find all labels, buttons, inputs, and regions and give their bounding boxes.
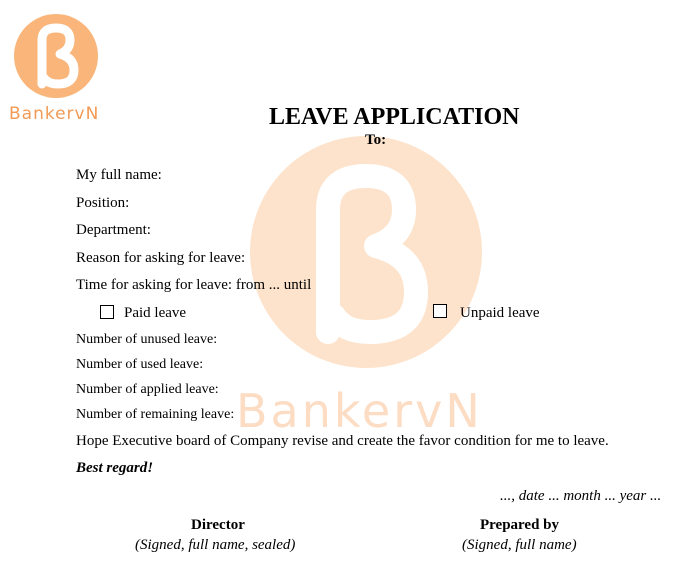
unused-leave-field: Number of unused leave: [76,332,218,347]
remaining-leave-field: Number of remaining leave: [76,407,235,422]
director-title: Director [191,517,245,533]
brand-logo-text: BankervN [9,104,100,124]
unpaid-leave-label: Unpaid leave [460,305,540,321]
used-leave-field: Number of used leave: [76,357,204,372]
director-signature-note: (Signed, full name, sealed) [135,537,296,553]
position-field: Position: [76,195,130,211]
paid-leave-label: Paid leave [124,305,187,321]
hope-statement: Hope Executive board of Company revise and create the favor condition for me to leave. [76,433,609,449]
unpaid-leave-checkbox[interactable] [433,304,447,318]
recipient-label: To: [365,132,387,148]
document-title: LEAVE APPLICATION [269,104,520,130]
date-line: ..., date ... month ... year ... [500,488,662,504]
prepared-by-title: Prepared by [480,517,560,533]
best-regard: Best regard! [76,460,154,476]
watermark-text: BankervN [236,384,483,438]
watermark-logo-icon [250,136,482,368]
full-name-field: My full name: [76,167,162,183]
brand-logo-icon [14,14,98,98]
time-field: Time for asking for leave: from ... until [76,277,312,293]
paid-leave-checkbox[interactable] [100,305,114,319]
department-field: Department: [76,222,151,238]
prepared-by-signature-note: (Signed, full name) [462,537,577,553]
reason-field: Reason for asking for leave: [76,250,246,266]
applied-leave-field: Number of applied leave: [76,382,219,397]
